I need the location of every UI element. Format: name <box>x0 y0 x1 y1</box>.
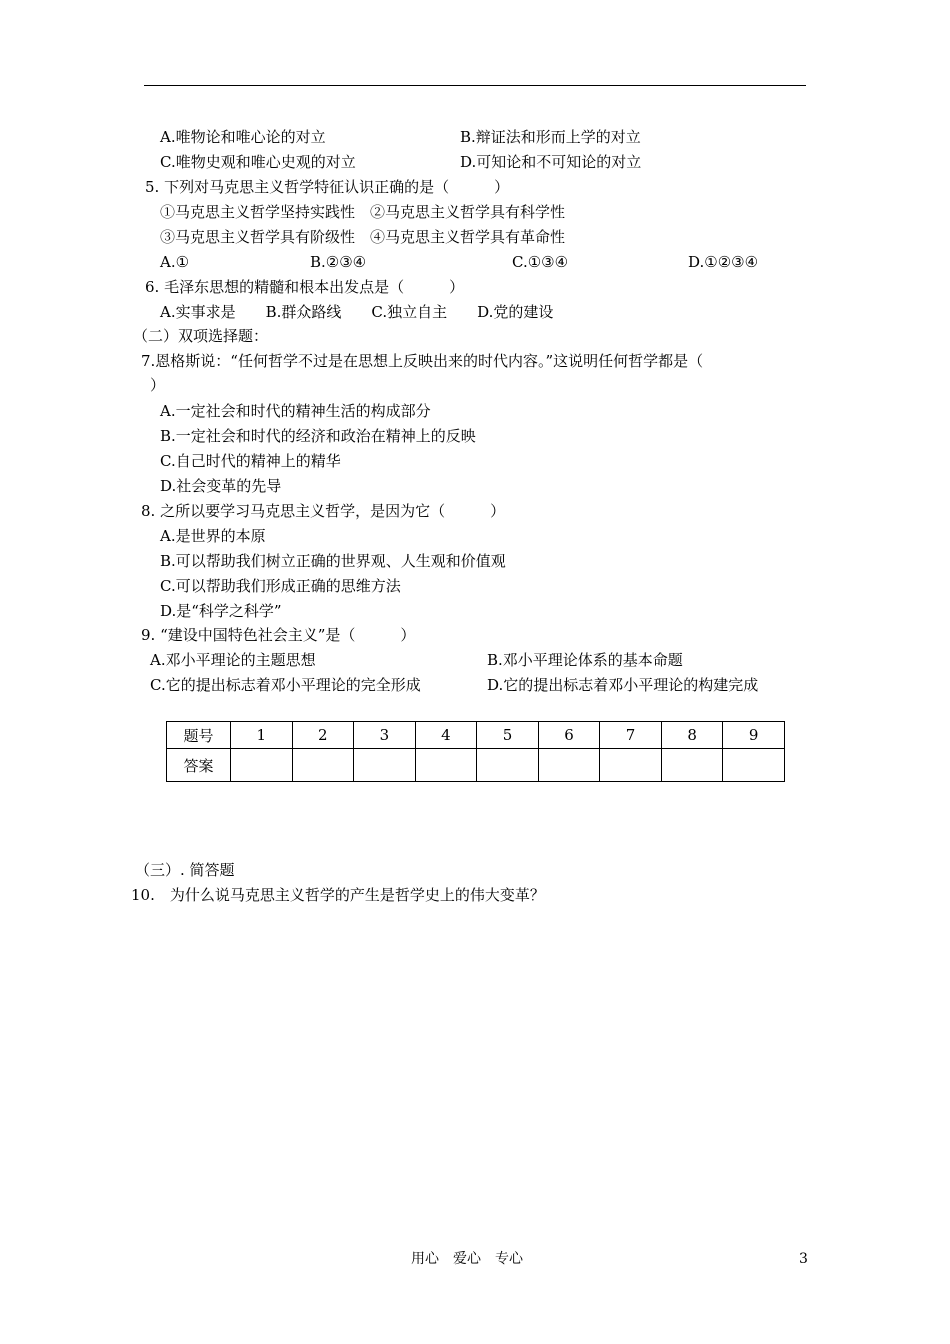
question-number-cell: 2 <box>292 722 354 749</box>
q5-stem: 5. 下列对马克思主义哲学特征认识正确的是（ ） <box>145 178 510 196</box>
q4-option-d: D.可知论和不可知论的对立 <box>460 153 642 171</box>
q4-option-b: B.辩证法和形而上学的对立 <box>460 128 641 146</box>
question-number-cell: 8 <box>661 722 723 749</box>
footer-motto: 用心 爱心 专心 <box>411 1251 523 1267</box>
question-number-label: 题号 <box>167 722 231 749</box>
q4-option-c: C.唯物史观和唯心史观的对立 <box>160 153 356 171</box>
q8-option-c: C.可以帮助我们形成正确的思维方法 <box>160 577 401 595</box>
q7-option-b: B.一定社会和时代的经济和政治在精神上的反映 <box>160 427 476 445</box>
q6-options: A.实事求是 B.群众路线 C.独立自主 D.党的建设 <box>160 303 554 321</box>
answer-cell[interactable] <box>477 749 539 782</box>
question-number-cell: 3 <box>354 722 416 749</box>
section2-heading: （二）双项选择题： <box>133 327 269 345</box>
answer-cell[interactable] <box>538 749 600 782</box>
q7-stem-continued: ） <box>150 376 166 394</box>
q8-option-d: D.是“科学之科学” <box>160 602 282 620</box>
q5-items-3-4: ③马克思主义哲学具有阶级性 ④马克思主义哲学具有革命性 <box>160 228 566 246</box>
answer-cell[interactable] <box>415 749 477 782</box>
answer-cell[interactable] <box>600 749 662 782</box>
section3-heading: （三）. 简答题 <box>135 861 235 879</box>
q10-stem: 10. 为什么说马克思主义哲学的产生是哲学史上的伟大变革？ <box>131 886 545 904</box>
q4-option-a: A.唯物论和唯心论的对立 <box>160 128 326 146</box>
q9-option-a: A.邓小平理论的主题思想 <box>150 651 316 669</box>
question-number-cell: 9 <box>723 722 785 749</box>
q9-option-c: C.它的提出标志着邓小平理论的完全形成 <box>150 676 421 694</box>
q9-stem: 9. “建设中国特色社会主义”是（ ） <box>141 626 416 644</box>
q9-option-d: D.它的提出标志着邓小平理论的构建完成 <box>487 676 759 694</box>
question-number-cell: 7 <box>600 722 662 749</box>
table-row-question-numbers <box>167 722 785 749</box>
q7-stem: 7.恩格斯说：“任何哲学不过是在思想上反映出来的时代内容。”这说明任何哲学都是（ <box>141 352 704 370</box>
answer-cell[interactable] <box>231 749 293 782</box>
q6-stem: 6. 毛泽东思想的精髓和根本出发点是（ ） <box>145 278 465 296</box>
q9-option-b: B.邓小平理论体系的基本命题 <box>487 651 683 669</box>
q8-option-b: B.可以帮助我们树立正确的世界观、人生观和价值观 <box>160 552 506 570</box>
answer-cell[interactable] <box>723 749 785 782</box>
question-number-cell: 1 <box>231 722 293 749</box>
page-number: 3 <box>799 1251 808 1267</box>
question-number-cell: 6 <box>538 722 600 749</box>
q5-option-c: C.①③④ <box>512 253 569 271</box>
answer-cell[interactable] <box>661 749 723 782</box>
q7-option-d: D.社会变革的先导 <box>160 477 282 495</box>
q5-items-1-2: ①马克思主义哲学坚持实践性 ②马克思主义哲学具有科学性 <box>160 203 566 221</box>
q8-stem: 8. 之所以要学习马克思主义哲学，是因为它（ ） <box>141 502 506 520</box>
table-row-answers <box>167 749 785 782</box>
q5-option-a: A.① <box>160 253 190 271</box>
answer-table <box>166 721 785 782</box>
answer-cell[interactable] <box>292 749 354 782</box>
question-number-cell: 4 <box>415 722 477 749</box>
answer-cell[interactable] <box>354 749 416 782</box>
answer-label: 答案 <box>167 749 231 782</box>
q7-option-a: A.一定社会和时代的精神生活的构成部分 <box>160 402 431 420</box>
header-rule <box>144 85 806 86</box>
q5-option-b: B.②③④ <box>310 253 367 271</box>
q5-option-d: D.①②③④ <box>688 253 759 271</box>
q8-option-a: A.是世界的本原 <box>160 527 266 545</box>
q7-option-c: C.自己时代的精神上的精华 <box>160 452 341 470</box>
question-number-cell: 5 <box>477 722 539 749</box>
